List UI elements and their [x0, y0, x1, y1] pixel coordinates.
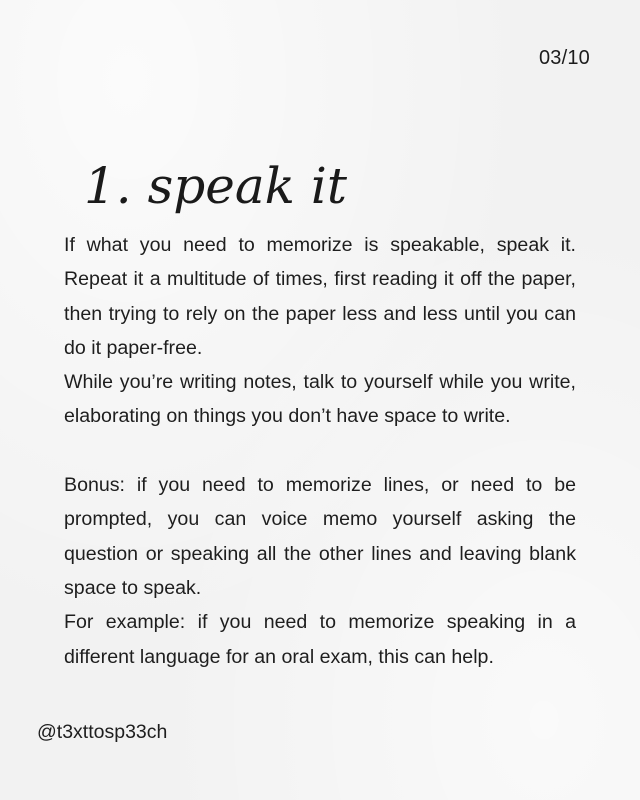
paragraph-example: For example: if you need to memorize speaking in a different language for an oral exam, this can help.	[64, 611, 576, 668]
paragraph-spacer	[64, 434, 576, 468]
paragraph-speak-it: If what you need to memorize is speakable, speak it. Repeat it a multitude of times, first reading it off the paper, then trying to rely on the paper less and less until you can do it paper-free.	[64, 234, 576, 359]
paragraph-bonus: Bonus: if you need to memorize lines, or need to be prompted, you can voice memo yourself asking the question or speaking all the other lines and leaving blank space to speak.	[64, 474, 576, 599]
author-handle: @t3xttosp33ch	[37, 721, 168, 743]
slide-heading: 1. speak it	[84, 157, 347, 215]
page-counter: 03/10	[538, 47, 590, 69]
body-text	[64, 228, 576, 674]
paragraph-notes: While you’re writing notes, talk to yourself while you write, elaborating on things you don’t have space to write.	[64, 371, 576, 428]
